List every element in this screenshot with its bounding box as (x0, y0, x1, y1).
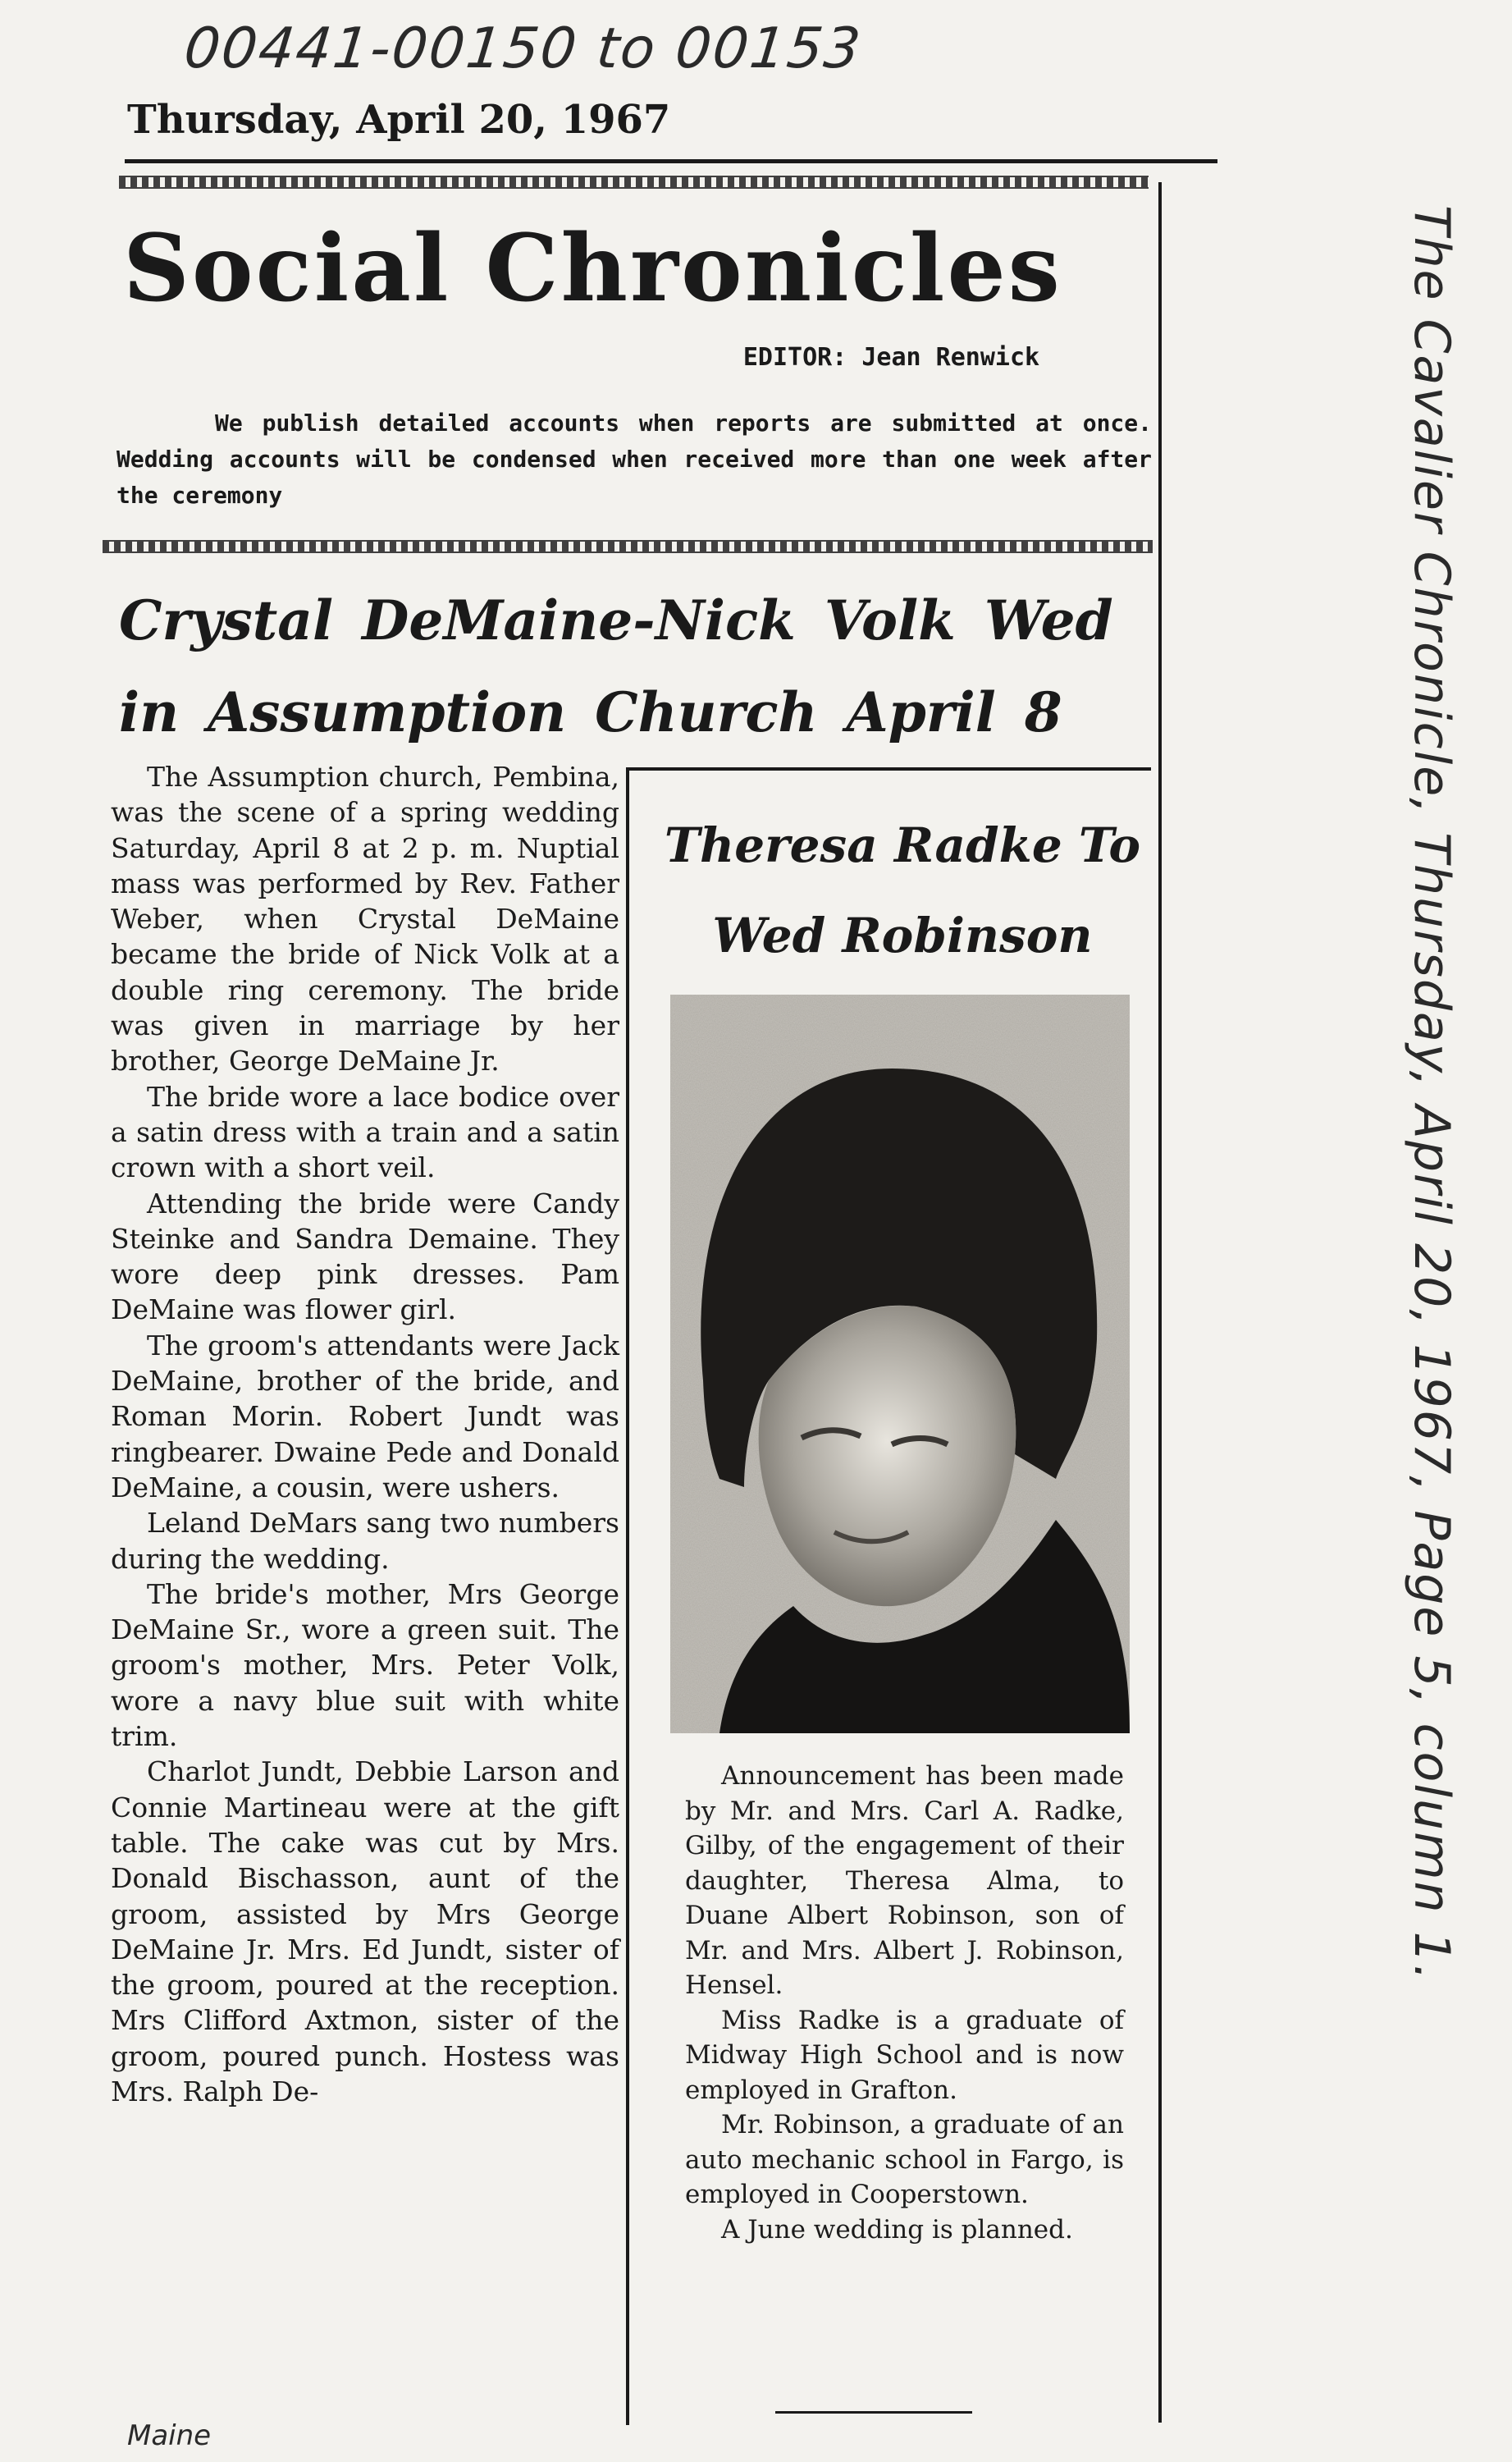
article-paragraph: The bride's mother, Mrs George DeMaine Sr., wore a green suit. The groom's mother, Mrs. Peter Volk, wore a navy blue suit with white trim. (111, 1577, 619, 1753)
editor-line: EDITOR: Jean Renwick (742, 343, 1040, 372)
engagement-headline: Theresa Radke To Wed Robinson (664, 817, 1141, 963)
article-paragraph: A June wedding is planned. (721, 2214, 1073, 2245)
handwritten-side-note: The Cavalier Chronicle, Thursday, April 20, 1967, Page 5, column 1. (1403, 205, 1460, 1982)
engagement-box-left-rule (626, 767, 629, 2425)
portrait-photo-icon (670, 995, 1130, 1733)
article-end-rule (775, 2411, 972, 2414)
article-paragraph: Leland DeMars sang two numbers during the wedding. (111, 1507, 619, 1575)
engagement-article (685, 1759, 1124, 2247)
publishing-policy: We publish detailed accounts when reports are submitted at once. Wedding accounts will be condensed when received more than one week after the ceremony (116, 410, 1152, 509)
wedding-article (111, 759, 619, 2109)
article-paragraph: The groom's attendants were Jack DeMaine, brother of the bride, and Roman Morin. Robert Jundt was ringbearer. Dwaine Pede and Donald DeMaine, a cousin, were ushers. (111, 1329, 619, 1503)
handwritten-continuation: Maine (127, 2419, 212, 2452)
section-title: Social Chronicles (123, 215, 1062, 323)
handwritten-reference-number: 00441-00150 to 00153 (180, 16, 866, 81)
column-right-rule (1158, 182, 1162, 2423)
article-paragraph: Announcement has been made by Mr. and Mrs. Carl A. Radke, Gilby, of the engagement of their daughter, Theresa Alma, to Duane Albert Robinson, son of Mr. and Mrs. Albert J. Robinson, Hensel. (685, 1761, 1124, 2000)
article-paragraph: Attending the bride were Candy Steinke and Sandra Demaine. They wore deep pink dresses. Pam DeMaine was flower girl. (111, 1187, 619, 1326)
issue-date: Thursday, April 20, 1967 (127, 97, 671, 143)
article-paragraph: The Assumption church, Pembina, was the scene of a spring wedding Saturday, April 8 at 2 p. m. Nuptial mass was performed by Rev. Father Weber, when Crystal DeMaine became the bride of Nick Volk at a double ring ceremony. The bride was given in marriage by her brother, George DeMaine Jr. (111, 761, 619, 1078)
engagement-box-top-rule (626, 767, 1151, 771)
article-paragraph: Mr. Robinson, a graduate of an auto mechanic school in Fargo, is employed in Cooperstown. (685, 2110, 1124, 2209)
decorative-wavy-rule-top (119, 176, 1149, 189)
decorative-wavy-rule-middle (103, 540, 1153, 553)
article-paragraph: The bride wore a lace bodice over a satin dress with a train and a satin crown with a short veil. (111, 1080, 619, 1184)
wedding-headline: Crystal DeMaine-Nick Volk Wed in Assumption Church April 8 (119, 588, 1113, 744)
date-underline-rule (125, 159, 1217, 163)
article-paragraph: Miss Radke is a graduate of Midway High School and is now employed in Grafton. (685, 2005, 1124, 2105)
article-paragraph: Charlot Jundt, Debbie Larson and Connie Martineau were at the gift table. The cake was cut by Mrs. Donald Bischasson, aunt of the groom, assisted by Mrs George DeMaine Jr. Mrs. Ed Jundt, sister of the groom, poured at the reception. Mrs Clifford Axtmon, sister of the groom, poured punch. Hostess was Mrs. Ralph De- (111, 1755, 619, 2107)
